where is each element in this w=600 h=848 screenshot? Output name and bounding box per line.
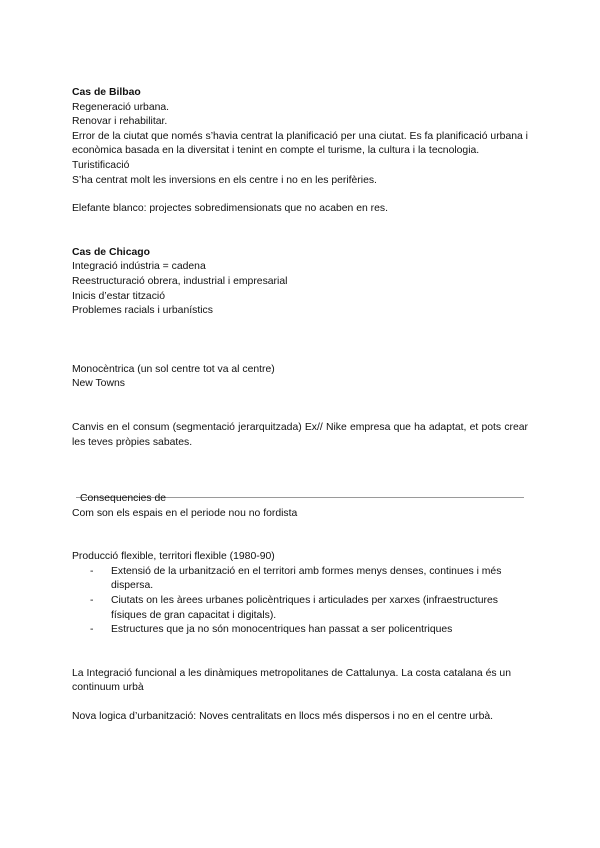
produccio-list <box>72 565 528 638</box>
chicago-title: Cas de Chicago <box>72 246 150 258</box>
list-item: - Estructures que ja no són monocentriques han passat a ser policentriques <box>72 623 528 638</box>
integracio-paragraph: La Integració funcional a les dinàmiques metropolitanes de Cattalunya. La costa catalana és un continuum urbà <box>72 667 511 694</box>
consequencies-subheading: Com son els espais en el periode nou no fordista <box>72 507 298 519</box>
elefante-blanco-note: Elefante blanco: projectes sobredimensionats que no acaben en res. <box>72 203 388 215</box>
chicago-line: Reestructuració obrera, industrial i empresarial <box>72 275 288 287</box>
chicago-line: Integració indústria = cadena <box>72 261 206 273</box>
bilbao-line: Turistificació <box>72 159 130 171</box>
monocentric-line: Monocèntrica (un sol centre tot va al centre) <box>72 363 275 375</box>
list-item: - Ciutats on les àrees urbanes policèntriques i articulades per xarxes (infraestructures físiques de gran capacitat i digitals). <box>72 594 528 623</box>
list-item: - Extensió de la urbanització en el territori amb formes menys denses, continues i més dispersa. <box>72 565 528 594</box>
new-towns-line: New Towns <box>72 378 125 390</box>
chicago-line: Problemes racials i urbanístics <box>72 305 213 317</box>
consum-paragraph: Canvis en el consum (segmentació jerarquitzada) Ex// Nike empresa que ha adaptat, et pots crear les teves pròpies sabates. <box>72 421 528 448</box>
bilbao-line: S’ha centrat molt les inversions en els centre i no en les perifèries. <box>72 174 377 186</box>
bilbao-title: Cas de Bilbao <box>72 87 141 98</box>
chicago-line: Inicis d’estar tització <box>72 290 165 302</box>
bilbao-line: Regeneració urbana. <box>72 101 170 113</box>
document-page <box>72 86 528 725</box>
nova-logica-paragraph: Nova logica d’urbanització: Noves centralitats en llocs més dispersos i no en el centre urbà. <box>72 711 494 723</box>
bilbao-line: Renovar i rehabilitar. <box>72 116 168 128</box>
consequencies-heading: Consequencies de <box>80 493 167 505</box>
produccio-title: Producció flexible, territori flexible (1980-90) <box>72 551 275 563</box>
bilbao-paragraph: Error de la ciutat que només s’havia centrat la planificació per una ciutat. Es fa planificació urbana i econòmica basada en la diversitat i tenint en compte el turisme, la cultura i la tecnologia. <box>72 130 528 157</box>
